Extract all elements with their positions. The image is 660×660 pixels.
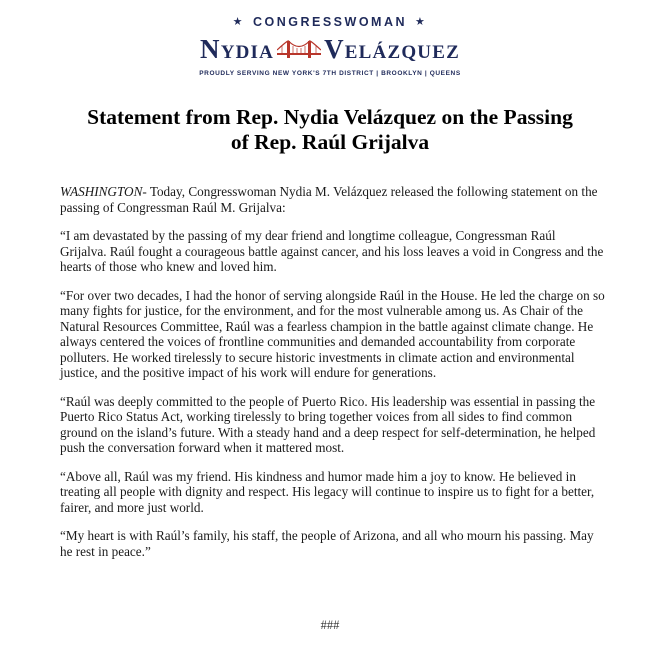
statement-title-line2: of Rep. Raúl Grijalva: [230, 130, 430, 154]
statement-title: [40, 105, 620, 155]
letterhead-first-name: Nydia: [200, 33, 275, 64]
statement-title-line1: Statement from Rep. Nydia Velázquez on the Passing: [87, 105, 573, 129]
letterhead: [0, 14, 660, 77]
letterhead-last-name: Velázquez: [324, 33, 460, 64]
letterhead-name: [0, 34, 660, 64]
bridge-icon: [277, 38, 321, 60]
intro-text: - Today, Congresswoman Nydia M. Velázquez released the following statement on the passing of Congressman Raúl M. Grijalva:: [60, 184, 598, 215]
quote-paragraph-4: “Above all, Raúl was my friend. His kindness and humor made him a joy to know. He believed in treating all people with dignity and respect. His legacy will continue to inspire us to fight for a better, fairer, and more just world.: [60, 468, 595, 515]
letterhead-tagline: PROUDLY SERVING NEW YORK'S 7TH DISTRICT | BROOKLYN | QUEENS: [199, 70, 461, 77]
letterhead-title: CONGRESSWOMAN: [252, 15, 408, 29]
star-icon: ★: [415, 15, 428, 28]
letterhead-top-line: [0, 14, 660, 30]
quote-paragraph-5: “My heart is with Raúl’s family, his staff, the people of Arizona, and all who mourn his passing. May he rest in peace.”: [60, 528, 594, 559]
quote-paragraph-1: “I am devastated by the passing of my dear friend and longtime colleague, Congressman Raúl Grijalva. Raúl fought a courageous battle against cancer, and his loss leaves a void in Congress and the hearts of those who knew and loved him.: [60, 228, 604, 274]
quote-paragraph-2: “For over two decades, I had the honor of serving alongside Raúl in the House. He led the charge on so many fights for justice, for the environment, and for the most vulnerable among us. As Chair of the Natural Resources Committee, Raúl was a fearless champion in the battle against climate change. He always centered the voices of frontline communities and demanded accountability from corporate polluters. He worked tirelessly to secure historic investments in climate action and environmental justice, and the positive impact of his work will endure for generations.: [60, 287, 605, 380]
intro-paragraph: [60, 184, 605, 215]
dateline: WASHINGTON: [60, 184, 143, 199]
statement-body: [60, 184, 605, 572]
star-icon: ★: [232, 15, 245, 28]
quote-paragraph-3: “Raúl was deeply committed to the people of Puerto Rico. His leadership was essential in passing the Puerto Rico Status Act, working tirelessly to bring together voices from all sides to find common ground on the island’s future. With a steady hand and a deep respect for self-determination, he helped push the conversation forward when it mattered most.: [60, 393, 596, 455]
end-mark: ###: [320, 618, 340, 632]
